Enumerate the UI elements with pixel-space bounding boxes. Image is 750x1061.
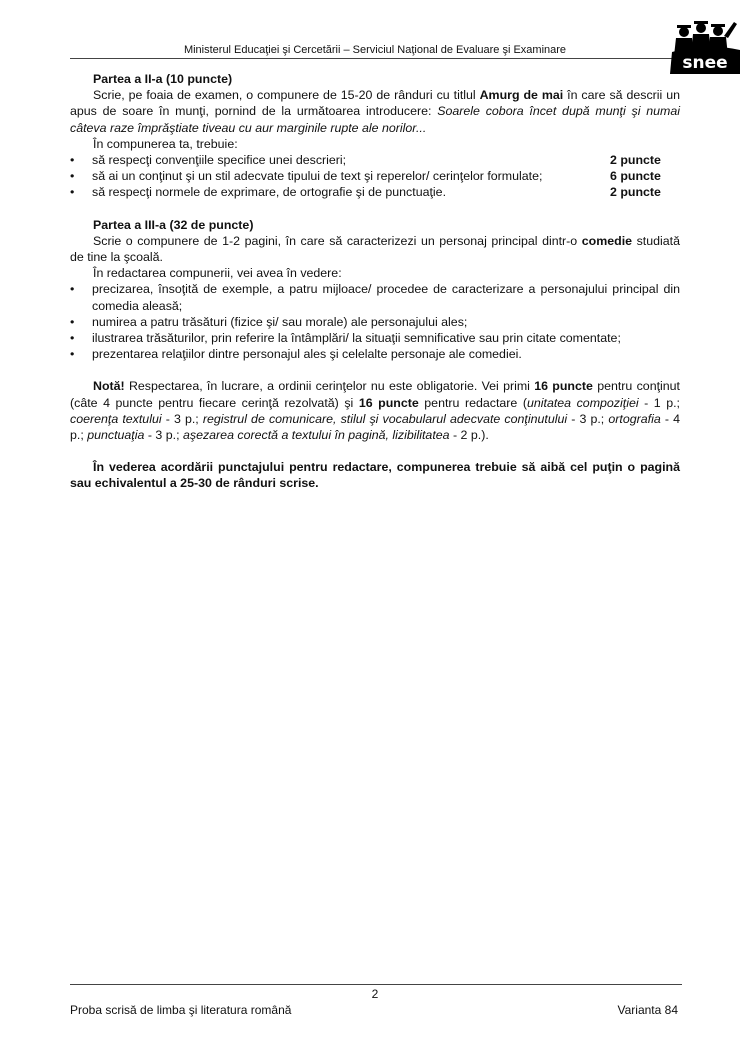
footer-subject: Proba scrisă de limba şi literatura română bbox=[70, 1003, 292, 1017]
list-item: • să respecţi convenţiile specifice unei descrieri; 2 puncte bbox=[70, 153, 661, 168]
snee-logo bbox=[668, 16, 742, 74]
exam-content bbox=[70, 71, 680, 492]
part2-title: Partea a II-a (10 puncte) bbox=[93, 72, 233, 86]
bullet-icon: • bbox=[70, 331, 75, 346]
list-item: • numirea a patru trăsături (fizice şi/ sau morale) ale personajului ales; bbox=[70, 314, 468, 329]
part3-requirements bbox=[70, 281, 680, 362]
list-item: • să ai un conţinut şi un stil adecvate tipului de text şi reperelor/ cerinţelor formulate; 6 puncte bbox=[70, 169, 661, 184]
bullet-icon: • bbox=[70, 185, 75, 200]
page-number: 2 bbox=[371, 987, 379, 1001]
part2-task: Scrie, pe foaia de examen, o compunere de 15-20 de rânduri cu titlul Amurg de mai în care să descrii un apus de soare în munţi, pornind de la următoarea introducere: Soarele cobora încet după munţi şi numai câteva raze împrăştiate tiveau cu aur marginile rupte ale norilor... bbox=[70, 88, 680, 135]
part2-intro: În compunerea ta, trebuie: bbox=[93, 136, 238, 151]
bullet-icon: • bbox=[70, 347, 75, 362]
bullet-icon: • bbox=[70, 282, 75, 297]
footer-divider bbox=[70, 984, 682, 985]
bullet-icon: • bbox=[70, 169, 75, 184]
final-requirement: În vederea acordării punctajului pentru redactare, compunerea trebuie să aibă cel puţin o pagină sau echivalentul a 25-30 de rânduri scrise. bbox=[70, 460, 680, 491]
bullet-icon: • bbox=[70, 314, 75, 329]
part2-requirements bbox=[70, 152, 680, 201]
grading-note: Notă! Respectarea, în lucrare, a ordinii cerinţelor nu este obligatorie. Vei primi 16 puncte pentru conţinut (câte 4 puncte pentru fiecare cerinţă rezolvată) şi 16 puncte pentru redactare (unitatea compoziţiei - 1 p.; coerenţa textului - 3 p.; registrul de comunicare, stilul şi vocabularul adecvate conţinutului - 3 p.; ortografia - 4 p.; punctuaţia - 3 p.; aşezarea corectă a textului în pagină, lizibilitatea - 2 p.). bbox=[70, 379, 681, 443]
part3-title: Partea a III-a (32 de puncte) bbox=[93, 217, 254, 232]
list-item: • prezentarea relaţiilor dintre personajul ales şi celelalte personaje ale comediei. bbox=[70, 347, 522, 362]
part3-intro: În redactarea compunerii, vei avea în vedere: bbox=[93, 266, 342, 281]
part3-task: Scrie o compunere de 1-2 pagini, în care să caracterizezi un personaj principal dintr-o comedie studiată de tine la şcoală. bbox=[70, 233, 681, 265]
header-divider bbox=[70, 58, 682, 59]
logo-text: snee bbox=[682, 53, 728, 73]
header-title: Ministerul Educaţiei şi Cercetării – Serviciul Naţional de Evaluare şi Examinare bbox=[183, 44, 567, 56]
bullet-icon: • bbox=[70, 153, 75, 168]
list-item: • ilustrarea trăsăturilor, prin referire la întâmplări/ la situaţii semnificative sau prin citate comentate; bbox=[70, 331, 621, 346]
list-item: • precizarea, însoţită de exemple, a patru mijloace/ procedee de caracterizare a personajului principal din comedia aleasă; bbox=[70, 282, 680, 313]
footer-variant: Varianta 84 bbox=[617, 1003, 678, 1017]
list-item: • să respecţi normele de exprimare, de ortografie şi de punctuaţie. 2 puncte bbox=[70, 185, 661, 200]
